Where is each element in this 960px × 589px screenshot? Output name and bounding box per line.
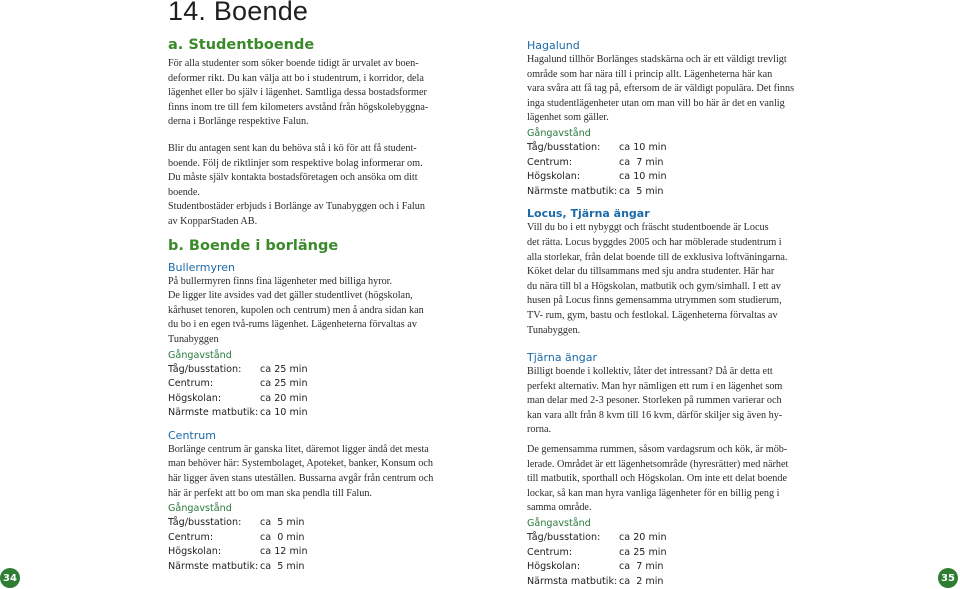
distance-value: ca 10 min	[619, 141, 667, 153]
distance-key: Centrum:	[527, 156, 573, 168]
distance-key: Närmste matbutik:	[527, 185, 618, 197]
distance-key: Högskolan:	[168, 546, 222, 558]
text-line: På bullermyren finns fina lägenheter med billiga hyror.	[168, 275, 393, 287]
text-line: TV- rum, gym, bastu och festlokal. Lägenheterna förvaltas av	[527, 309, 778, 321]
text-line: lerade. Området är ett lägenhetsområde (hyresrätter) med närhet	[527, 458, 789, 470]
distance-row	[168, 363, 448, 378]
distance-value: ca 20 min	[260, 392, 308, 404]
distance-row	[527, 185, 807, 200]
walk-distance-label: Gångavstånd	[527, 518, 591, 530]
text-line: De gemensamma rummen, såsom vardagsrum och kök, är möb-	[527, 444, 788, 456]
text-line: derna i Borlänge respektive Falun.	[168, 116, 309, 128]
distance-row	[168, 516, 448, 531]
text-line: perfekt alternativ. Man hyr nämligen ett rum i en lägenhet som	[527, 380, 783, 392]
text-line: här ligger även stans uteställen. Bussarna avgår från centrum och	[168, 473, 434, 485]
distance-row	[527, 575, 807, 589]
text-line: område som har nära till i princip allt. Lägenheterna här kan	[527, 68, 773, 80]
text-line: De ligger lite avsides vad det gäller studentlivet (högskolan,	[168, 290, 413, 302]
centrum-heading: Centrum	[168, 428, 216, 442]
distance-value: ca 7 min	[619, 561, 664, 573]
queue-paragraph	[168, 142, 448, 230]
page-number-left: 34	[0, 568, 20, 588]
text-line: man delar med 2-3 pesoner. Storleken på rummen varierar och	[527, 395, 782, 407]
text-line: Du måste själv kontakta bostadsföretagen och ansöka om ditt	[168, 172, 418, 184]
distance-value: ca 25 min	[260, 363, 308, 375]
distance-key: Högskolan:	[527, 561, 581, 573]
text-line: Studentbostäder erbjuds i Borlänge av Tunabyggen och i Falun	[168, 201, 425, 213]
distance-value: ca 25 min	[260, 378, 308, 390]
distance-value: ca 10 min	[619, 171, 667, 183]
distance-key: Närmste matbutik:	[168, 561, 259, 573]
walk-distance-label: Gångavstånd	[168, 503, 232, 515]
locus-heading: Locus, Tjärna ängar	[527, 207, 650, 221]
tjarna-heading: Tjärna ängar	[527, 351, 598, 365]
text-line: finns inom tre till fem kilometers avstånd från högskolebyggna-	[168, 101, 429, 113]
distance-value: ca 20 min	[619, 532, 667, 544]
text-line: boende.	[168, 186, 200, 198]
text-line: rorna.	[527, 424, 552, 436]
walk-distance-label: Gångavstånd	[168, 349, 232, 361]
bullermyren-heading: Bullermyren	[168, 260, 235, 274]
distance-row	[527, 156, 807, 171]
text-line: kan vara allt från 8 kvm till 16 kvm, därför skiljer sig även hy-	[527, 409, 783, 421]
distance-row	[168, 560, 448, 575]
distance-row	[168, 392, 448, 407]
distance-value: ca 0 min	[260, 531, 305, 543]
text-line: alla storlekar, från delat boende till de exklusiva loftväningarna.	[527, 251, 788, 263]
distance-key: Centrum:	[168, 531, 214, 543]
text-line: samma område.	[527, 502, 592, 514]
section-b-heading: b. Boende i borlänge	[168, 237, 339, 254]
text-line: Hagalund tillhör Borlänges stadskärna och är ett väldigt trevligt	[527, 54, 787, 65]
distance-row	[527, 170, 807, 185]
distance-key: Högskolan:	[527, 171, 581, 183]
text-line: lägenhet som gäller.	[527, 112, 609, 124]
walk-distance-label: Gångavstånd	[527, 127, 591, 139]
distance-value: ca 2 min	[619, 575, 664, 587]
text-line: Billigt boende i kollektiv, låter det intressant? Då är detta ett	[527, 366, 773, 378]
distance-key: Centrum:	[168, 378, 214, 390]
distance-key: Tåg/busstation:	[527, 532, 601, 544]
page-number-right: 35	[938, 568, 958, 588]
distance-row	[527, 531, 807, 546]
text-line: här är perfekt att bo om man ska pendla till Falun.	[168, 487, 372, 499]
distance-value: ca 5 min	[260, 517, 305, 529]
distance-key: Centrum:	[527, 546, 573, 558]
text-line: vara svåra att få tag på, eftersom de är väldigt populära. Det finns	[527, 83, 795, 95]
text-line: lägenhet eller bo själv i lägenhet. Samtliga dessa bostadsformer	[168, 87, 427, 99]
text-line: Borlänge centrum är ganska litet, däremot ligger ändå det mesta	[168, 443, 429, 455]
text-line: lockar, så kan man hyra vanliga lägenheter för en billig peng i	[527, 487, 780, 499]
distance-key: Högskolan:	[168, 392, 222, 404]
distance-value: ca 12 min	[260, 546, 308, 558]
text-line: Vill du bo i ett nybyggt och fräscht studentboende är Locus	[527, 222, 769, 234]
distance-key: Tåg/busstation:	[168, 363, 242, 375]
distance-value: ca 10 min	[260, 407, 308, 419]
text-line: deformer rikt. Du kan välja att bo i studentrum, i korridor, dela	[168, 72, 424, 84]
distance-key: Närmste matbutik:	[168, 407, 259, 419]
distance-row	[168, 545, 448, 560]
distance-row	[168, 406, 448, 421]
distance-key: Närmsta matbutik:	[527, 575, 618, 587]
distance-row	[527, 560, 807, 575]
distance-row	[168, 377, 448, 392]
distance-row	[168, 531, 448, 546]
distance-row	[527, 546, 807, 561]
distance-value: ca 25 min	[619, 546, 667, 558]
distance-key: Tåg/busstation:	[527, 141, 601, 153]
hagalund-heading: Hagalund	[527, 39, 580, 52]
text-line: Tunabyggen.	[527, 324, 581, 336]
text-line: det rätta. Locus byggdes 2005 och har möblerade studentrum i	[527, 236, 782, 248]
text-line: Köket delar du tillsammans med sju andra studenter. Här har	[527, 266, 775, 278]
text-line: Blir du antagen sent kan du behöva stå i kö för att få student-	[168, 142, 417, 154]
text-line: man behöver här: Systembolaget, Apoteket, banker, Konsum och	[168, 458, 433, 470]
section-a-heading: a. Studentboende	[168, 37, 315, 53]
text-line: kårhuset tenoren, kupolen och centrum) men å andra sidan kan	[168, 304, 424, 316]
text-line: boende. Följ de riktlinjer som respektive bolag informerar om.	[168, 157, 423, 169]
page-title: 14. Boende	[168, 0, 309, 26]
text-line: du nära till bl a Högskolan, matbutik och gym/simhall. I ett av	[527, 280, 781, 292]
distance-value: ca 5 min	[260, 561, 305, 573]
text-line: husen på Locus finns gemensamma utrymmen som studierum,	[527, 295, 782, 307]
intro-paragraph	[168, 57, 448, 130]
left-column	[168, 36, 448, 575]
distance-value: ca 5 min	[619, 185, 664, 197]
text-line: till matbutik, sporthall och Högskolan. Om inte ett delat boende	[527, 473, 788, 485]
text-line: För alla studenter som söker boende tidigt är urvalet av boen-	[168, 58, 419, 69]
distance-key: Tåg/busstation:	[168, 517, 242, 529]
distance-row	[527, 141, 807, 156]
text-line: du bo i en egen två-rums lägenhet. Lägenheterna förvaltas av	[168, 319, 417, 331]
text-line: av KopparStaden AB.	[168, 215, 258, 227]
text-line: inga studentlägenheter utan om man vill bo här är det en vanlig	[527, 97, 785, 109]
right-column	[527, 38, 807, 589]
text-line: Tunabyggen	[168, 333, 219, 345]
distance-value: ca 7 min	[619, 156, 664, 168]
